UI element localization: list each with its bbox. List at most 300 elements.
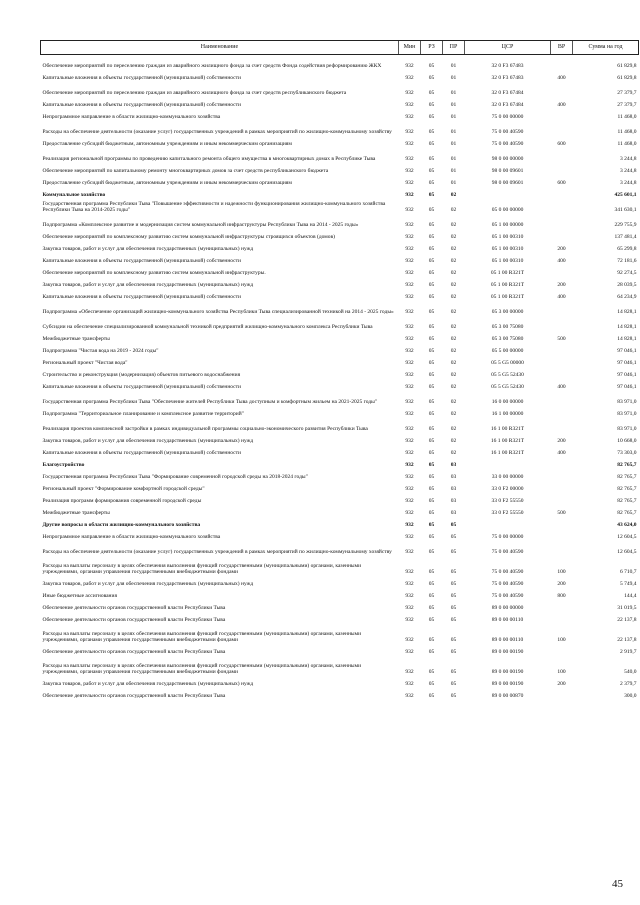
row-section: 05 — [428, 474, 435, 481]
row-target-article: 32 0 F3 67483 — [491, 63, 524, 70]
page-number: 45 — [612, 878, 623, 890]
row-target-article: 32 0 F3 67484 — [491, 90, 524, 97]
row-section: 05 — [428, 90, 435, 97]
row-amount: 11 468,0 — [617, 141, 637, 148]
table-row — [41, 600, 639, 612]
row-name: Расходы на выплаты персоналу в целях обеспечения выполнения функций государственными (муниципальными) органами, казенными учреждениями, органами управления государственными внебюджетными фондами — [42, 563, 362, 576]
row-subsection: 03 — [450, 510, 457, 517]
row-target-article: 33 0 F2 55550 — [491, 498, 524, 505]
row-name: Капитальные вложения в объекты государственной (муниципальной) собственности — [42, 102, 241, 109]
row-target-article: 32 0 F3 67483 — [491, 75, 524, 82]
row-amount: 82 765,7 — [617, 510, 637, 517]
row-amount: 10 668,0 — [617, 438, 637, 445]
row-amount: 82 765,7 — [617, 462, 637, 469]
row-ministry: 932 — [405, 462, 414, 469]
row-name: Государственная программа Республики Тыва "Обеспечение жителей Республики Тыва доступным и комфортным жильем на 2021-2025 годы" — [42, 399, 378, 406]
row-expense-type — [551, 688, 573, 700]
row-expense-type — [551, 406, 573, 418]
row-expense-type — [551, 517, 573, 529]
row-expense-type: 400 — [557, 294, 566, 301]
row-name: Региональный проект "Чистая вода" — [42, 360, 128, 367]
row-expense-type — [551, 529, 573, 541]
row-section: 05 — [428, 581, 435, 588]
table-row — [41, 612, 639, 624]
row-ministry: 932 — [405, 156, 414, 163]
row-section: 05 — [428, 462, 435, 469]
row-target-article: 33 0 F2 55550 — [491, 510, 524, 517]
row-subsection: 02 — [450, 246, 457, 253]
row-section: 05 — [428, 129, 435, 136]
row-subsection: 02 — [450, 426, 457, 433]
row-ministry: 932 — [405, 605, 414, 612]
row-expense-type: 600 — [557, 141, 566, 148]
table-body — [41, 55, 639, 700]
row-subsection: 02 — [450, 324, 457, 331]
row-expense-type — [551, 481, 573, 493]
row-expense-type — [551, 163, 573, 175]
table-row — [41, 82, 639, 97]
row-target-article: 75 0 00 40590 — [491, 569, 524, 576]
row-target-article: 05 5 G5 52430 — [491, 372, 524, 379]
row-target-article: 89 0 00 00190 — [491, 681, 524, 688]
row-subsection: 01 — [450, 114, 457, 121]
row-expense-type — [551, 229, 573, 241]
row-name: Строительство и реконструкция (модернизация) объектов питьевого водоснабжения — [42, 372, 241, 379]
row-target-article: 05 1 00 00310 — [491, 234, 524, 241]
row-subsection: 02 — [450, 192, 457, 199]
table-row — [41, 253, 639, 265]
row-ministry: 932 — [405, 336, 414, 343]
row-target-article: 89 0 00 00110 — [491, 617, 524, 624]
table-header-row — [41, 41, 639, 55]
row-amount: 540,0 — [624, 669, 637, 676]
table-row — [41, 343, 639, 355]
table-row — [41, 367, 639, 379]
row-section: 05 — [428, 102, 435, 109]
row-section: 05 — [428, 693, 435, 700]
row-ministry: 932 — [405, 474, 414, 481]
table-row — [41, 55, 639, 70]
row-target-article: 89 0 00 00190 — [491, 669, 524, 676]
row-section: 05 — [428, 360, 435, 367]
row-target-article: 05 1 00 00310 — [491, 246, 524, 253]
row-name: Межбюджетные трансферты — [42, 336, 110, 343]
row-amount: 300,0 — [624, 693, 637, 700]
row-ministry: 932 — [405, 384, 414, 391]
row-expense-type: 200 — [557, 246, 566, 253]
row-name: Другие вопросы в области жилищно-коммунального хозяйства — [42, 522, 201, 529]
row-subsection: 02 — [450, 222, 457, 229]
table-row — [41, 277, 639, 289]
row-expense-type: 100 — [557, 637, 566, 644]
row-section: 05 — [428, 294, 435, 301]
row-section: 05 — [428, 438, 435, 445]
header-rz: РЗ — [421, 41, 443, 55]
row-expense-type — [551, 418, 573, 433]
row-name: Обеспечение деятельности органов государственной власти Республики Тыва — [42, 649, 226, 656]
row-section: 05 — [428, 309, 435, 316]
row-subsection: 02 — [450, 234, 457, 241]
row-subsection: 01 — [450, 75, 457, 82]
row-target-article: 33 0 F2 00000 — [491, 486, 524, 493]
row-ministry: 932 — [405, 258, 414, 265]
row-amount: 27 379,7 — [617, 90, 637, 97]
row-ministry: 932 — [405, 438, 414, 445]
row-ministry: 932 — [405, 486, 414, 493]
row-name: Капитальные вложения в объекты государственной (муниципальной) собственности — [42, 384, 241, 391]
row-section: 05 — [428, 192, 435, 199]
table-row — [41, 121, 639, 136]
row-subsection: 05 — [450, 693, 457, 700]
row-subsection: 01 — [450, 63, 457, 70]
row-ministry: 932 — [405, 372, 414, 379]
row-amount: 5 749,4 — [620, 581, 637, 588]
row-amount: 12 604,5 — [617, 549, 637, 556]
row-ministry: 932 — [405, 569, 414, 576]
row-subsection: 02 — [450, 399, 457, 406]
row-section: 05 — [428, 384, 435, 391]
row-amount: 14 828,1 — [617, 336, 637, 343]
row-amount: 6 710,7 — [620, 569, 637, 576]
row-amount: 11 468,0 — [617, 114, 637, 121]
table-row — [41, 214, 639, 229]
row-amount: 425 601,1 — [614, 192, 637, 199]
row-name: Расходы на обеспечение деятельности (оказание услуг) государственных учреждений в рамках мероприятий по жилищно-коммунальному хозяйству — [42, 549, 392, 556]
row-name: Предоставление субсидий бюджетным, автономным учреждениям и иным некоммерческим организациям — [42, 141, 292, 148]
header-vr: ВР — [551, 41, 573, 55]
row-subsection: 05 — [450, 649, 457, 656]
row-expense-type: 400 — [557, 102, 566, 109]
row-subsection: 05 — [450, 534, 457, 541]
row-section: 05 — [428, 258, 435, 265]
row-ministry: 932 — [405, 693, 414, 700]
table-row — [41, 481, 639, 493]
row-section: 05 — [428, 270, 435, 277]
row-ministry: 932 — [405, 681, 414, 688]
row-expense-type: 200 — [557, 282, 566, 289]
row-section: 05 — [428, 617, 435, 624]
row-expense-type: 500 — [557, 510, 566, 517]
row-expense-type: 200 — [557, 681, 566, 688]
row-amount: 3 244,8 — [620, 180, 637, 187]
row-section: 05 — [428, 637, 435, 644]
row-subsection: 02 — [450, 450, 457, 457]
row-name: Реализация программ формирования современной городской среды — [42, 498, 202, 505]
row-subsection: 02 — [450, 336, 457, 343]
row-target-article: 89 0 00 00190 — [491, 649, 524, 656]
row-target-article: 05 1 00 00310 — [491, 258, 524, 265]
budget-document — [40, 40, 638, 700]
table-row — [41, 70, 639, 82]
row-subsection: 05 — [450, 637, 457, 644]
table-row — [41, 656, 639, 676]
row-ministry: 932 — [405, 192, 414, 199]
row-target-article: 05 3 00 75080 — [491, 336, 524, 343]
row-ministry: 932 — [405, 168, 414, 175]
row-amount: 2 919,7 — [620, 649, 637, 656]
row-ministry: 932 — [405, 649, 414, 656]
row-section: 05 — [428, 649, 435, 656]
row-subsection: 02 — [450, 372, 457, 379]
row-section: 05 — [428, 324, 435, 331]
row-name: Государственная программа Республики Тыва "Повышение эффективности и надежности функционирования жилищно-коммунального хозяйства Республики Тыва на 2014-2025 годы" — [42, 201, 386, 214]
table-row — [41, 355, 639, 367]
row-section: 05 — [428, 141, 435, 148]
row-expense-type — [551, 199, 573, 214]
row-subsection: 05 — [450, 569, 457, 576]
row-subsection: 02 — [450, 258, 457, 265]
row-expense-type — [551, 457, 573, 469]
row-name: Государственная программа Республики Тыва "Формирование современной городской среды на 2018-2024 годы" — [42, 474, 308, 481]
row-target-article: 98 0 00 09601 — [491, 180, 524, 187]
row-subsection: 02 — [450, 270, 457, 277]
row-subsection: 03 — [450, 486, 457, 493]
row-name: Обеспечение деятельности органов государственной власти Республики Тыва — [42, 617, 226, 624]
row-expense-type — [551, 644, 573, 656]
row-section: 05 — [428, 234, 435, 241]
row-target-article: 05 5 00 00000 — [491, 348, 524, 355]
table-row — [41, 588, 639, 600]
row-ministry: 932 — [405, 593, 414, 600]
header-csr: ЦСР — [465, 41, 551, 55]
row-section: 05 — [428, 207, 435, 214]
row-ministry: 932 — [405, 75, 414, 82]
row-subsection: 02 — [450, 282, 457, 289]
table-row — [41, 433, 639, 445]
table-row — [41, 676, 639, 688]
table-row — [41, 457, 639, 469]
row-target-article: 16 1 00 R321Т — [490, 426, 525, 433]
row-target-article: 75 0 00 40590 — [491, 549, 524, 556]
row-name: Обеспечение деятельности органов государственной власти Республики Тыва — [42, 693, 226, 700]
budget-table — [40, 40, 639, 700]
row-name: Подпрограмма «Обеспечение организаций жилищно-коммунального хозяйства Республики Тыва специализированной техникой на 2014 - 2025 годы» — [42, 309, 394, 316]
row-amount: 3 244,8 — [620, 168, 637, 175]
row-amount: 72 181,6 — [617, 258, 637, 265]
row-subsection: 02 — [450, 348, 457, 355]
row-subsection: 01 — [450, 180, 457, 187]
row-name: Закупка товаров, работ и услуг для обеспечения государственных (муниципальных) нужд — [42, 581, 254, 588]
row-expense-type — [551, 541, 573, 556]
row-subsection: 02 — [450, 294, 457, 301]
table-row — [41, 556, 639, 576]
row-ministry: 932 — [405, 510, 414, 517]
row-section: 05 — [428, 510, 435, 517]
row-ministry: 932 — [405, 180, 414, 187]
row-section: 05 — [428, 246, 435, 253]
table-row — [41, 445, 639, 457]
table-row — [41, 391, 639, 406]
row-name: Обеспечение мероприятий по комплексному развитию систем коммунальной инфраструктуры строящихся объектов (домов) — [42, 234, 335, 241]
row-subsection: 02 — [450, 411, 457, 418]
row-expense-type — [551, 600, 573, 612]
row-amount: 14 828,1 — [617, 324, 637, 331]
row-target-article: 89 0 00 00110 — [491, 637, 524, 644]
row-expense-type — [551, 391, 573, 406]
row-subsection: 05 — [450, 522, 457, 529]
row-name: Закупка товаров, работ и услуг для обеспечения государственных (муниципальных) нужд — [42, 681, 254, 688]
row-amount: 3 244,8 — [620, 156, 637, 163]
row-section: 05 — [428, 372, 435, 379]
row-ministry: 932 — [405, 129, 414, 136]
row-target-article: 89 0 00 00000 — [491, 605, 524, 612]
row-ministry: 932 — [405, 399, 414, 406]
row-target-article: 33 0 00 00000 — [491, 474, 524, 481]
row-expense-type — [551, 148, 573, 163]
row-section: 05 — [428, 549, 435, 556]
row-expense-type: 600 — [557, 180, 566, 187]
row-ministry: 932 — [405, 360, 414, 367]
row-target-article: 32 0 F3 67484 — [491, 102, 524, 109]
row-expense-type — [551, 367, 573, 379]
table-row — [41, 148, 639, 163]
row-name: Подпрограмма "Чистая вода на 2019 - 2024 годы" — [42, 348, 159, 355]
row-expense-type — [551, 493, 573, 505]
row-amount: 61 829,8 — [617, 63, 637, 70]
table-row — [41, 241, 639, 253]
table-row — [41, 97, 639, 109]
row-expense-type — [551, 343, 573, 355]
table-row — [41, 406, 639, 418]
row-expense-type: 400 — [557, 258, 566, 265]
row-amount: 27 379,7 — [617, 102, 637, 109]
row-expense-type: 400 — [557, 450, 566, 457]
row-amount: 97 046,1 — [617, 360, 637, 367]
table-row — [41, 229, 639, 241]
row-subsection: 02 — [450, 207, 457, 214]
row-amount: 341 630,1 — [614, 207, 637, 214]
row-ministry: 932 — [405, 309, 414, 316]
row-target-article: 05 1 00 R321Т — [490, 270, 525, 277]
row-amount: 83 971,0 — [617, 411, 637, 418]
row-name: Обеспечение мероприятий по переселению граждан из аварийного жилищного фонда за счет средств Фонда содействия реформированию ЖКХ — [42, 63, 382, 70]
row-expense-type: 400 — [557, 384, 566, 391]
row-ministry: 932 — [405, 549, 414, 556]
table-row — [41, 199, 639, 214]
row-ministry: 932 — [405, 222, 414, 229]
row-section: 05 — [428, 399, 435, 406]
table-row — [41, 469, 639, 481]
row-ministry: 932 — [405, 498, 414, 505]
row-amount: 73 303,0 — [617, 450, 637, 457]
row-target-article: 75 0 00 40590 — [491, 129, 524, 136]
row-name: Региональный проект "Формирование комфортной городской среды" — [42, 486, 205, 493]
table-row — [41, 418, 639, 433]
row-amount: 92 274,5 — [617, 270, 637, 277]
row-name: Капитальные вложения в объекты государственной (муниципальной) собственности — [42, 75, 241, 82]
row-name: Расходы на выплаты персоналу в целях обеспечения выполнения функций государственными (муниципальными) органами, казенными учреждениями, органами управления государственными внебюджетными фондами — [42, 663, 362, 676]
row-name: Расходы на обеспечение деятельности (оказание услуг) государственных учреждений в рамках мероприятий по жилищно-коммунальному хозяйству — [42, 129, 392, 136]
row-amount: 22 137,8 — [617, 617, 637, 624]
row-name: Межбюджетные трансферты — [42, 510, 110, 517]
row-name: Иные бюджетные ассигнования — [42, 593, 117, 600]
row-amount: 28 039,5 — [617, 282, 637, 289]
row-target-article: 05 5 G5 00000 — [491, 360, 524, 367]
row-ministry: 932 — [405, 411, 414, 418]
row-expense-type: 200 — [557, 438, 566, 445]
row-name: Обеспечение мероприятий по капитальному ремонту многоквартирных домов за счет средств республиканского бюджета — [42, 168, 329, 175]
row-amount: 31 019,5 — [617, 605, 637, 612]
row-ministry: 932 — [405, 282, 414, 289]
row-target-article — [465, 187, 551, 199]
row-section: 05 — [428, 450, 435, 457]
row-target-article: 05 1 00 00000 — [491, 222, 524, 229]
row-target-article: 75 0 00 40590 — [491, 581, 524, 588]
row-amount: 14 828,1 — [617, 309, 637, 316]
row-target-article: 05 1 00 R321Т — [490, 282, 525, 289]
row-section: 05 — [428, 593, 435, 600]
row-section: 05 — [428, 348, 435, 355]
row-ministry: 932 — [405, 270, 414, 277]
table-row — [41, 316, 639, 331]
row-ministry: 932 — [405, 450, 414, 457]
table-row — [41, 109, 639, 121]
table-row — [41, 493, 639, 505]
row-amount: 82 765,7 — [617, 474, 637, 481]
row-amount: 2 379,7 — [620, 681, 637, 688]
row-expense-type: 100 — [557, 569, 566, 576]
row-expense-type — [551, 187, 573, 199]
row-target-article: 05 1 00 R321Т — [490, 294, 525, 301]
row-expense-type — [551, 121, 573, 136]
row-amount: 64 234,9 — [617, 294, 637, 301]
row-section: 05 — [428, 605, 435, 612]
row-section: 05 — [428, 75, 435, 82]
row-target-article: 05 5 G5 52430 — [491, 384, 524, 391]
row-target-article: 89 0 00 00870 — [491, 693, 524, 700]
row-name: Капитальные вложения в объекты государственной (муниципальной) собственности — [42, 258, 241, 265]
row-target-article: 16 1 00 R321Т — [490, 450, 525, 457]
row-name: Обеспечение деятельности органов государственной власти Республики Тыва — [42, 605, 226, 612]
row-expense-type: 100 — [557, 669, 566, 676]
row-section: 05 — [428, 569, 435, 576]
row-expense-type — [551, 82, 573, 97]
row-name: Капитальные вложения в объекты государственной (муниципальной) собственности — [42, 450, 241, 457]
row-target-article: 16 1 00 00000 — [491, 411, 524, 418]
row-amount: 11 468,0 — [617, 129, 637, 136]
row-section: 05 — [428, 168, 435, 175]
row-name: Закупка товаров, работ и услуг для обеспечения государственных (муниципальных) нужд — [42, 246, 254, 253]
row-section: 05 — [428, 498, 435, 505]
row-expense-type — [551, 265, 573, 277]
table-row — [41, 541, 639, 556]
row-name: Субсидии на обеспечение специализированной коммунальной техникой предприятий жилищно-коммунального комплекса Республики Тыва — [42, 324, 373, 331]
table-row — [41, 163, 639, 175]
row-ministry: 932 — [405, 534, 414, 541]
table-row — [41, 175, 639, 187]
row-ministry: 932 — [405, 617, 414, 624]
row-expense-type — [551, 469, 573, 481]
row-name: Подпрограмма "Территориальное планирование и комплексное развитие территорий" — [42, 411, 244, 418]
row-ministry: 932 — [405, 114, 414, 121]
table-row — [41, 517, 639, 529]
row-ministry: 932 — [405, 141, 414, 148]
row-ministry: 932 — [405, 234, 414, 241]
row-section: 05 — [428, 681, 435, 688]
row-ministry: 932 — [405, 102, 414, 109]
row-amount: 43 624,0 — [617, 522, 637, 529]
table-row — [41, 624, 639, 644]
row-name: Подпрограмма «Комплексное развитие и модернизация систем коммунальной инфраструктуры Республики Тыва на 2014 - 2025 годы» — [42, 222, 359, 229]
table-row — [41, 331, 639, 343]
row-subsection: 03 — [450, 498, 457, 505]
row-ministry: 932 — [405, 581, 414, 588]
row-target-article: 05 0 00 00000 — [491, 207, 524, 214]
table-row — [41, 576, 639, 588]
row-target-article: 75 0 00 40590 — [491, 141, 524, 148]
row-subsection: 02 — [450, 309, 457, 316]
table-row — [41, 265, 639, 277]
